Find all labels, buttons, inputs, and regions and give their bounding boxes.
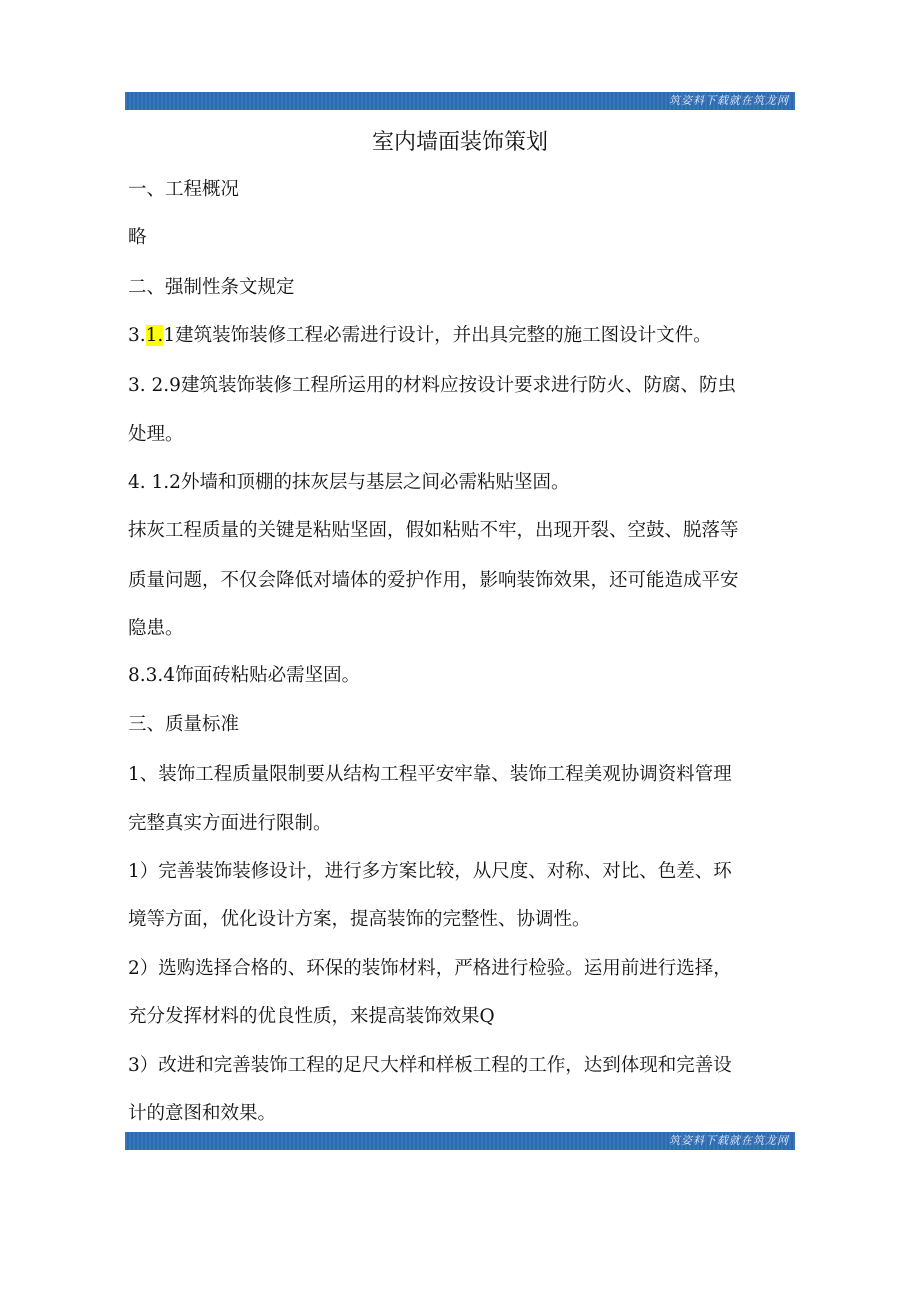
- paragraph-plaster-1: 抹灰工程质量的关键是粘贴坚固，假如粘贴不牢，出现开裂、空鼓、脱落等: [128, 520, 739, 541]
- paragraph-plaster-3: 隐患。: [128, 618, 184, 639]
- section-heading-quality: 三、质量标准: [128, 714, 240, 735]
- quality-subitem-2-cont: 充分发挥材料的优良性质，来提高装饰效果Q: [128, 1006, 495, 1027]
- document-title: 室内墙面装饰策划: [371, 130, 548, 155]
- quality-subitem-3-cont: 计的意图和效果。: [128, 1103, 277, 1124]
- section-heading-mandatory: 二、强制性条文规定: [128, 277, 295, 298]
- clause-3-2-9-cont: 处理。: [128, 424, 184, 445]
- header-band: [125, 92, 795, 110]
- clause-number-prefix: 3.: [128, 325, 146, 346]
- quality-item-1-cont: 完整真实方面进行限制。: [128, 813, 332, 834]
- clause-4-1-2: 4. 1.2外墙和顶棚的抹灰层与基层之间必需粘贴坚固。: [128, 472, 570, 493]
- footer-watermark: 筑姿料下载就在筑龙网: [669, 1134, 789, 1147]
- paragraph-omitted: 略: [128, 227, 147, 248]
- clause-3-1-1-text: 1建筑装饰装修工程必需进行设计，并出具完整的施工图设计文件。: [163, 325, 712, 346]
- quality-subitem-1-cont: 境等方面，优化设计方案，提高装饰的完整性、协调性。: [128, 909, 591, 930]
- quality-subitem-1: 1）完善装饰装修设计，进行多方案比较，从尺度、对称、对比、色差、环: [128, 861, 732, 882]
- paragraph-plaster-2: 质量问题，不仅会降低对墙体的爱护作用，影响装饰效果，还可能造成平安: [128, 570, 739, 591]
- clause-3-1-1: [128, 322, 712, 350]
- clause-3-2-9: 3. 2.9建筑装饰装修工程所运用的材料应按设计要求进行防火、防腐、防虫: [128, 375, 736, 396]
- quality-item-1: 1、装饰工程质量限制要从结构工程平安牢靠、装饰工程美观协调资料管理: [128, 764, 732, 785]
- section-heading-overview: 一、工程概况: [128, 179, 240, 200]
- quality-subitem-2: 2）选购选择合格的、环保的装饰材料，严格进行检验。运用前进行选择，: [128, 958, 732, 979]
- quality-subitem-3: 3）改进和完善装饰工程的足尺大样和样板工程的工作，达到体现和完善设: [128, 1055, 732, 1076]
- header-watermark: 筑姿料下载就在筑龙网: [669, 94, 789, 107]
- footer-band: [125, 1132, 795, 1150]
- highlighted-number: 1.: [145, 325, 164, 346]
- clause-8-3-4: 8.3.4饰面砖粘贴必需坚固。: [128, 665, 361, 686]
